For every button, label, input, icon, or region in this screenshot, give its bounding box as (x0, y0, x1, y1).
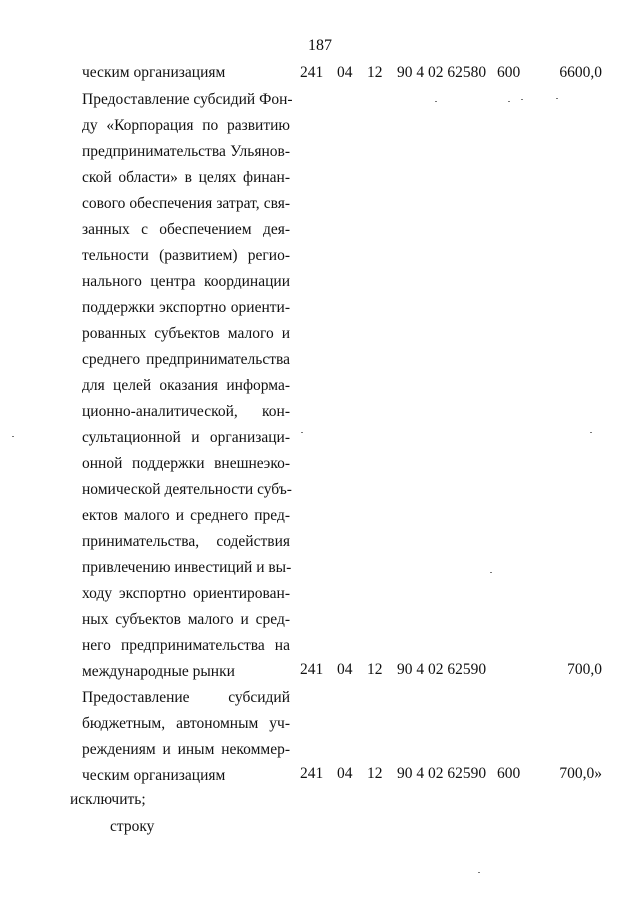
cell-section-code: 04 (337, 661, 353, 678)
row-description-line: ходу экспортно ориентирован- (82, 585, 290, 602)
cell-expense-type: 600 (497, 765, 521, 782)
row-description-line: бюджетным, автономным уч- (82, 715, 290, 732)
scan-speck (490, 572, 492, 573)
cell-target-article: 90 4 02 62580 (397, 64, 487, 81)
row-description-line: ческим организациям (82, 767, 226, 784)
cell-ministry-code: 241 (300, 765, 324, 782)
row-description-line: среднего предпринимательства (82, 351, 290, 368)
row-description-line: ческим организациям (82, 64, 226, 81)
row-description-line: него предпринимательства на (82, 637, 290, 654)
row-description-line: ектов малого и среднего пред- (82, 507, 290, 524)
scan-speck (301, 432, 303, 433)
row-description-line: сового обеспечения затрат, свя- (82, 195, 290, 212)
row-description-line: реждениям и иным некоммер- (82, 741, 290, 758)
cell-section-code: 04 (337, 765, 353, 782)
row-description-line: онной поддержки внешнеэко- (82, 455, 290, 472)
row-description-line: нального центра координации (82, 273, 290, 290)
row-description-line: Предоставление субсидий Фон- (82, 91, 293, 108)
row-description-line: Предоставление субсидий (82, 689, 290, 706)
cell-ministry-code: 241 (300, 64, 324, 81)
cell-subsection-code: 12 (367, 765, 383, 782)
scan-speck (12, 436, 14, 437)
cell-subsection-code: 12 (367, 64, 383, 81)
cell-target-article: 90 4 02 62590 (397, 661, 487, 678)
exclude-text: исключить; (70, 791, 146, 808)
scan-speck (435, 101, 437, 102)
row-description-line: предпринимательства Ульянов- (82, 143, 290, 160)
row-description-line: ционно-аналитической, кон- (82, 403, 290, 420)
row-description-line: ской области» в целях финан- (82, 169, 290, 186)
cell-amount: 6600,0 (559, 64, 602, 81)
row-description-line: ных субъектов малого и сред- (82, 611, 290, 628)
row-description-line: для целей оказания информа- (82, 377, 290, 394)
scan-speck (556, 98, 558, 99)
cell-expense-type: 600 (497, 64, 521, 81)
page-number: 187 (308, 37, 332, 54)
cell-amount: 700,0 (567, 661, 602, 678)
row-description-line: номической деятельности субъ- (82, 481, 292, 498)
row-description-line: рованных субъектов малого и (82, 325, 290, 342)
row-description-line: занных с обеспечением дея- (82, 221, 290, 238)
cell-subsection-code: 12 (367, 661, 383, 678)
cell-amount: 700,0» (559, 765, 602, 782)
row-description-line: принимательства, содействия (82, 533, 290, 550)
row-description-line: поддержки экспортно ориенти- (82, 299, 290, 316)
scan-speck (508, 101, 510, 102)
cell-ministry-code: 241 (300, 661, 324, 678)
row-description-line: тельности (развитием) регио- (82, 247, 290, 264)
row-description-line: ду «Корпорация по развитию (82, 117, 290, 134)
row-description-line: привлечению инвестиций и вы- (82, 559, 292, 576)
cell-section-code: 04 (337, 64, 353, 81)
scan-speck (590, 432, 592, 433)
line-text: строку (110, 818, 155, 835)
cell-target-article: 90 4 02 62590 (397, 765, 487, 782)
scan-speck (478, 872, 480, 873)
row-description-line: сультационной и организаци- (82, 429, 290, 446)
scan-speck (521, 99, 523, 100)
row-description-line: международные рынки (82, 663, 235, 680)
